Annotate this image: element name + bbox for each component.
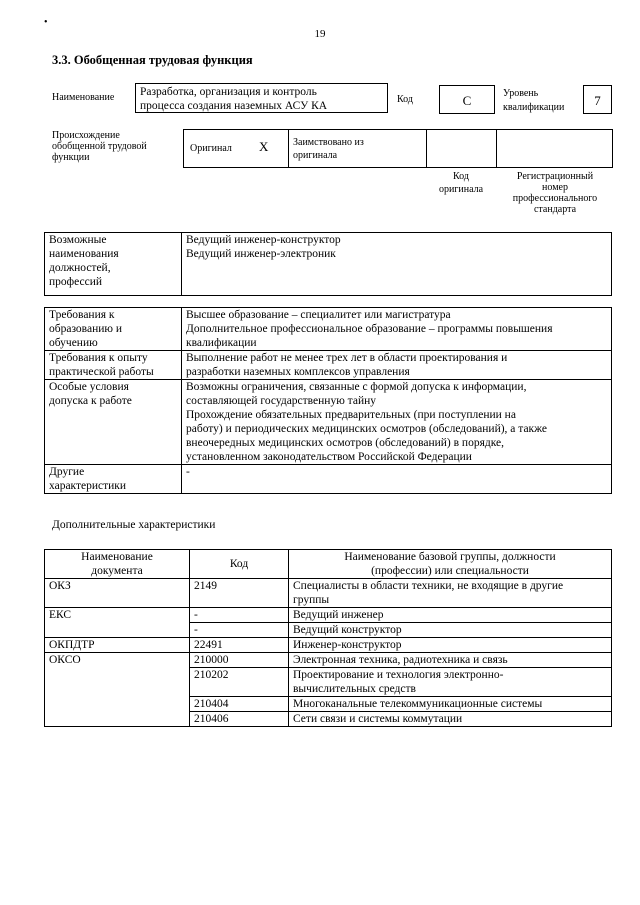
level-value: 7 (583, 85, 612, 114)
requirement-value: - (182, 465, 612, 494)
code-original-caption: Код оригинала (438, 171, 484, 195)
cell-code: - (190, 608, 289, 623)
cell-name: Многоканальные телекоммуникационные системы (289, 697, 612, 712)
table-header-row (45, 550, 612, 579)
requirement-value: Высшее образование – специалитет или магистратура Дополнительное профессиональное образование – программы повышения квалификации (182, 308, 612, 351)
table-row (45, 380, 612, 465)
header-code: Код (190, 550, 289, 579)
table-row (45, 638, 612, 653)
positions-values: Ведущий инженер-конструктор Ведущий инженер-электроник (182, 233, 612, 296)
level-label: Уровень квалификации (503, 88, 565, 113)
table-row (45, 608, 612, 623)
borrowed-label: Заимствовано из оригинала (293, 137, 364, 161)
cell-code: 210202 (190, 668, 289, 697)
page-number: 19 (314, 28, 326, 40)
cell-code: 210000 (190, 653, 289, 668)
cell-doc: ОКЗ (45, 579, 190, 608)
cell-name: Электронная техника, радиотехника и связь (289, 653, 612, 668)
cell-name: Ведущий инженер (289, 608, 612, 623)
name-value-box (135, 83, 388, 113)
header-doc: Наименование документа (45, 550, 190, 579)
margin-mark: • (44, 17, 48, 28)
requirement-label: Особые условия допуска к работе (45, 380, 182, 465)
origin-box (183, 129, 613, 168)
table-row (45, 465, 612, 494)
positions-label: Возможные наименования должностей, профессий (45, 233, 182, 296)
cell-code: 22491 (190, 638, 289, 653)
table-row (45, 579, 612, 608)
origin-divider (288, 129, 289, 168)
cell-name: Ведущий конструктор (289, 623, 612, 638)
cell-name: Специалисты в области техники, не входящие в другие группы (289, 579, 612, 608)
code-value: C (439, 85, 495, 114)
cell-name: Инженер-конструктор (289, 638, 612, 653)
original-mark: X (259, 139, 269, 154)
cell-code: 210406 (190, 712, 289, 727)
reg-number-caption: Регистрационный номер профессионального стандарта (512, 171, 598, 215)
cell-code: 2149 (190, 579, 289, 608)
requirement-value: Возможны ограничения, связанные с формой допуска к информации, составляющей государственную тайну Прохождение обязательных предварительных (при поступлении на работу) и периодических медицинских осмотров (обследований), а также внеочередных медицинских осмотров (обследований) в порядке, установленном законодательством Российской Федерации (182, 380, 612, 465)
name-value-line2: процесса создания наземных АСУ КА (140, 100, 328, 112)
cell-doc: ОКПДТР (45, 638, 190, 653)
header-name: Наименование базовой группы, должности (профессии) или специальности (289, 550, 612, 579)
positions-table (44, 232, 612, 296)
origin-divider (426, 129, 427, 168)
requirement-value: Выполнение работ не менее трех лет в области проектирования и разработки наземных комплексов управления (182, 351, 612, 380)
table-row (45, 351, 612, 380)
additional-table (44, 549, 612, 727)
table-row (45, 653, 612, 668)
section-title: 3.3. Обобщенная трудовая функция (52, 53, 253, 67)
cell-doc: ЕКС (45, 608, 190, 638)
original-label: Оригинал (190, 143, 232, 154)
additional-title: Дополнительные характеристики (52, 519, 216, 531)
cell-doc: ОКСО (45, 653, 190, 727)
requirement-label: Другие характеристики (45, 465, 182, 494)
code-label: Код (397, 94, 413, 105)
cell-name: Проектирование и технология электронно- вычислительных средств (289, 668, 612, 697)
name-value-line1: Разработка, организация и контроль (140, 86, 317, 98)
name-label: Наименование (52, 92, 115, 103)
cell-code: - (190, 623, 289, 638)
requirement-label: Требования к опыту практической работы (45, 351, 182, 380)
origin-divider (496, 129, 497, 168)
cell-code: 210404 (190, 697, 289, 712)
cell-name: Сети связи и системы коммутации (289, 712, 612, 727)
origin-label: Происхождение обобщенной трудовой функции (52, 130, 147, 163)
requirements-table (44, 307, 612, 494)
table-row (45, 308, 612, 351)
requirement-label: Требования к образованию и обучению (45, 308, 182, 351)
